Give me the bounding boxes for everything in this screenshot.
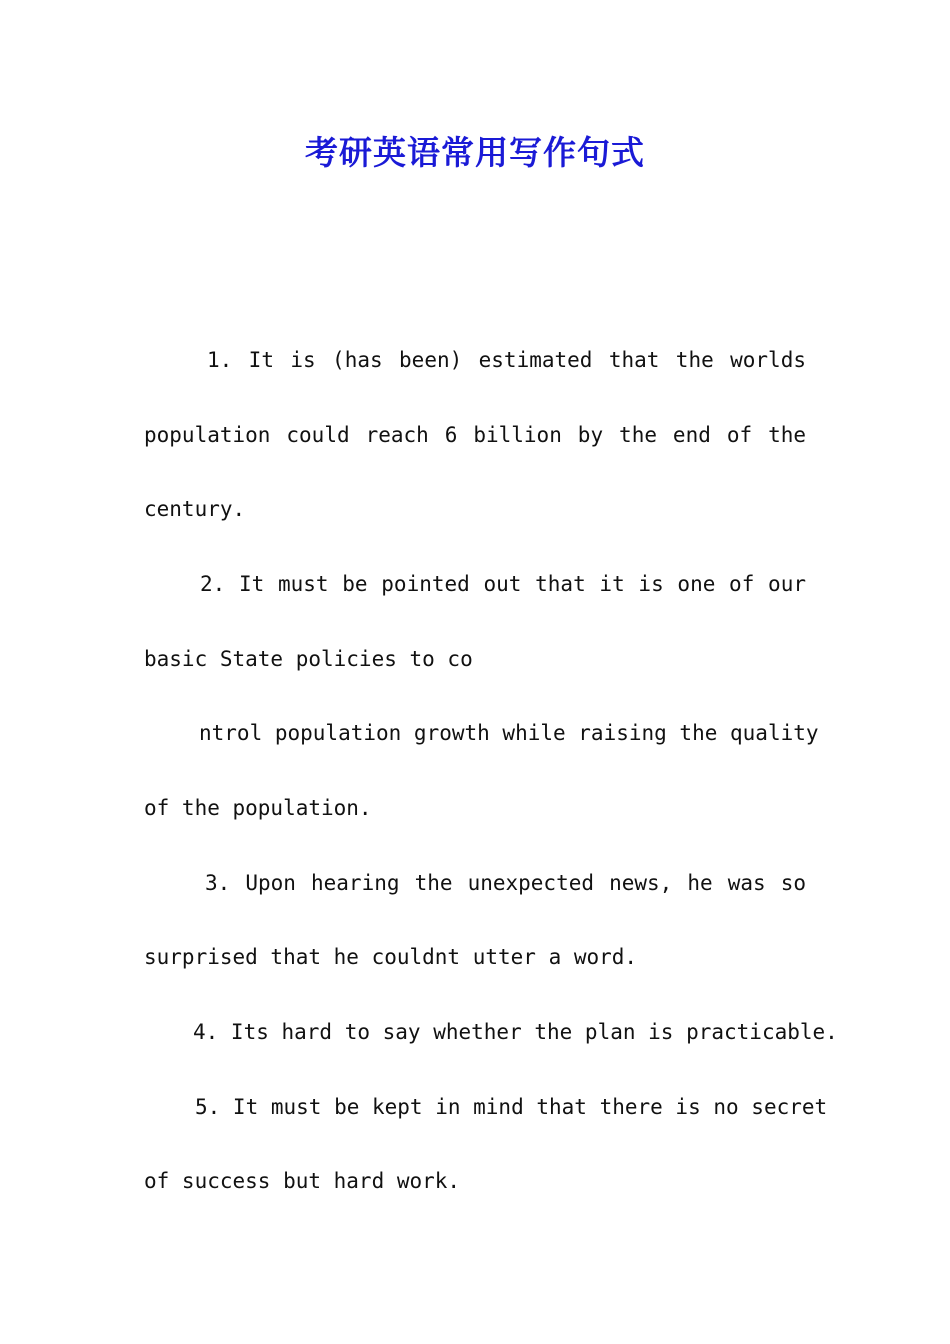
text-line-10: 4. Its hard to say whether the plan is practicable.: [193, 1020, 838, 1044]
text-line-12: of success but hard work.: [144, 1169, 461, 1193]
text-line-3: century.: [144, 497, 246, 521]
text-line-5: basic State policies to co: [144, 647, 473, 671]
text-line-6: ntrol population growth while raising the quality: [199, 721, 819, 745]
document-title: 考研英语常用写作句式: [305, 133, 645, 172]
text-line-11: 5. It must be kept in mind that there is no secret: [195, 1095, 828, 1119]
text-line-2: population could reach 6 billion by the end of the: [144, 423, 806, 447]
text-line-7: of the population.: [144, 796, 372, 820]
text-line-9: surprised that he couldnt utter a word.: [144, 945, 638, 969]
text-line-1: 1. It is (has been) estimated that the worlds: [207, 348, 806, 372]
text-line-4: 2. It must be pointed out that it is one of our: [200, 572, 806, 596]
text-line-8: 3. Upon hearing the unexpected news, he was so: [205, 871, 806, 895]
